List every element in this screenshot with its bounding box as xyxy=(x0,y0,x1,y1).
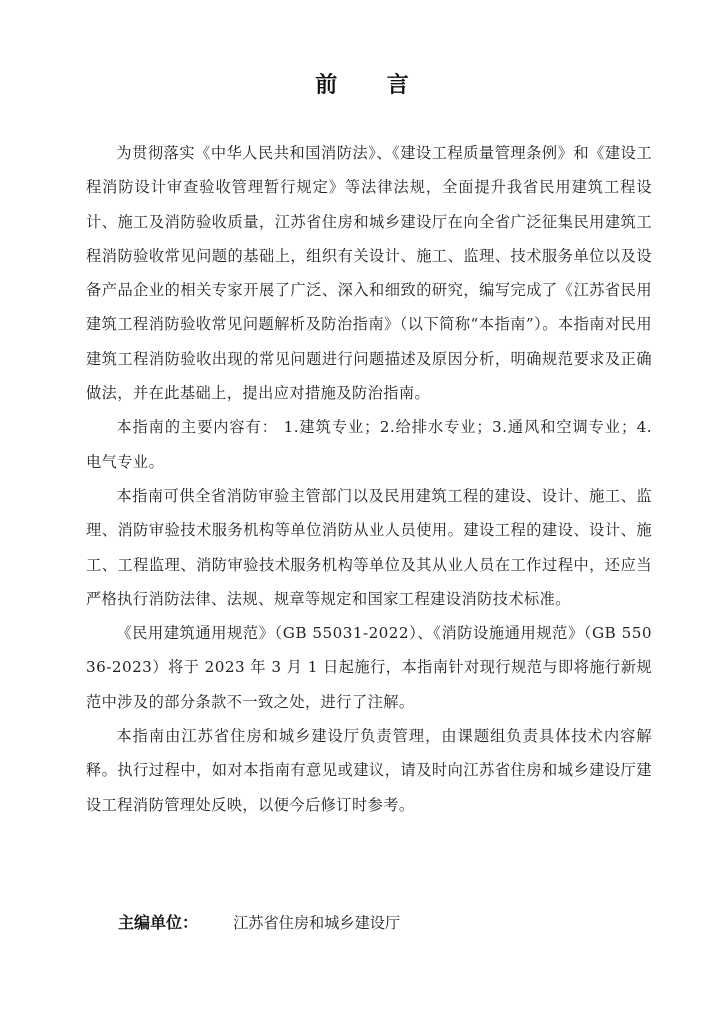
page-title: 前 言 xyxy=(315,73,430,98)
paragraph-audience: 本指南可供全省消防审验主管部门以及民用建筑工程的建设、设计、施工、监理、消防审验技术服务机构等单位消防从业人员使用。建设工程的建设、设计、施工、工程监理、消防审验技术服务机构等单位及其从业人员在工作过程中，还应当严格执行消防法律、法规、规章等规定和国家工程建设消防技术标准。 xyxy=(86,486,652,608)
paragraph-contents: 本指南的主要内容有： 1.建筑专业；2.给排水专业；3.通风和空调专业；4.电气专业。 xyxy=(86,418,652,471)
paragraph-standards-note: 《民用建筑通用规范》（GB 55031-2022）、《消防设施通用规范》（GB 55036-2023）将于 2023 年 3 月 1 日起施行，本指南针对现行规范与即将施行新规范中涉及的部分条款不一致之处，进行了注解。 xyxy=(86,624,652,711)
chief-editor-label: 主编单位： xyxy=(118,913,199,932)
chief-editor-value: 江苏省住房和城乡建设厅 xyxy=(233,914,401,932)
paragraph-purpose: 为贯彻落实《中华人民共和国消防法》、《建设工程质量管理条例》和《建设工程消防设计审查验收管理暂行规定》等法律法规，全面提升我省民用建筑工程设计、施工及消防验收质量，江苏省住房和城乡建设厅在向全省广泛征集民用建筑工程消防验收常见问题的基础上，组织有关设计、施工、监理、技术服务单位以及设备产品企业的相关专家开展了广泛、深入和细致的研究，编写完成了《江苏省民用建筑工程消防验收常见问题解析及防治指南》（以下简称“本指南”）。本指南对民用建筑工程消防验收出现的常见问题进行问题描述及原因分析，明确规范要求及正确做法，并在此基础上，提出应对措施及防治指南。 xyxy=(86,144,652,403)
chief-editor-line xyxy=(118,910,400,933)
preface-body xyxy=(86,136,652,822)
paragraph-management: 本指南由江苏省住房和城乡建设厅负责管理，由课题组负责具体技术内容解释。执行过程中，如对本指南有意见或建议，请及时向江苏省住房和城乡建设厅建设工程消防管理处反映，以便今后修订时参考。 xyxy=(86,727,652,814)
